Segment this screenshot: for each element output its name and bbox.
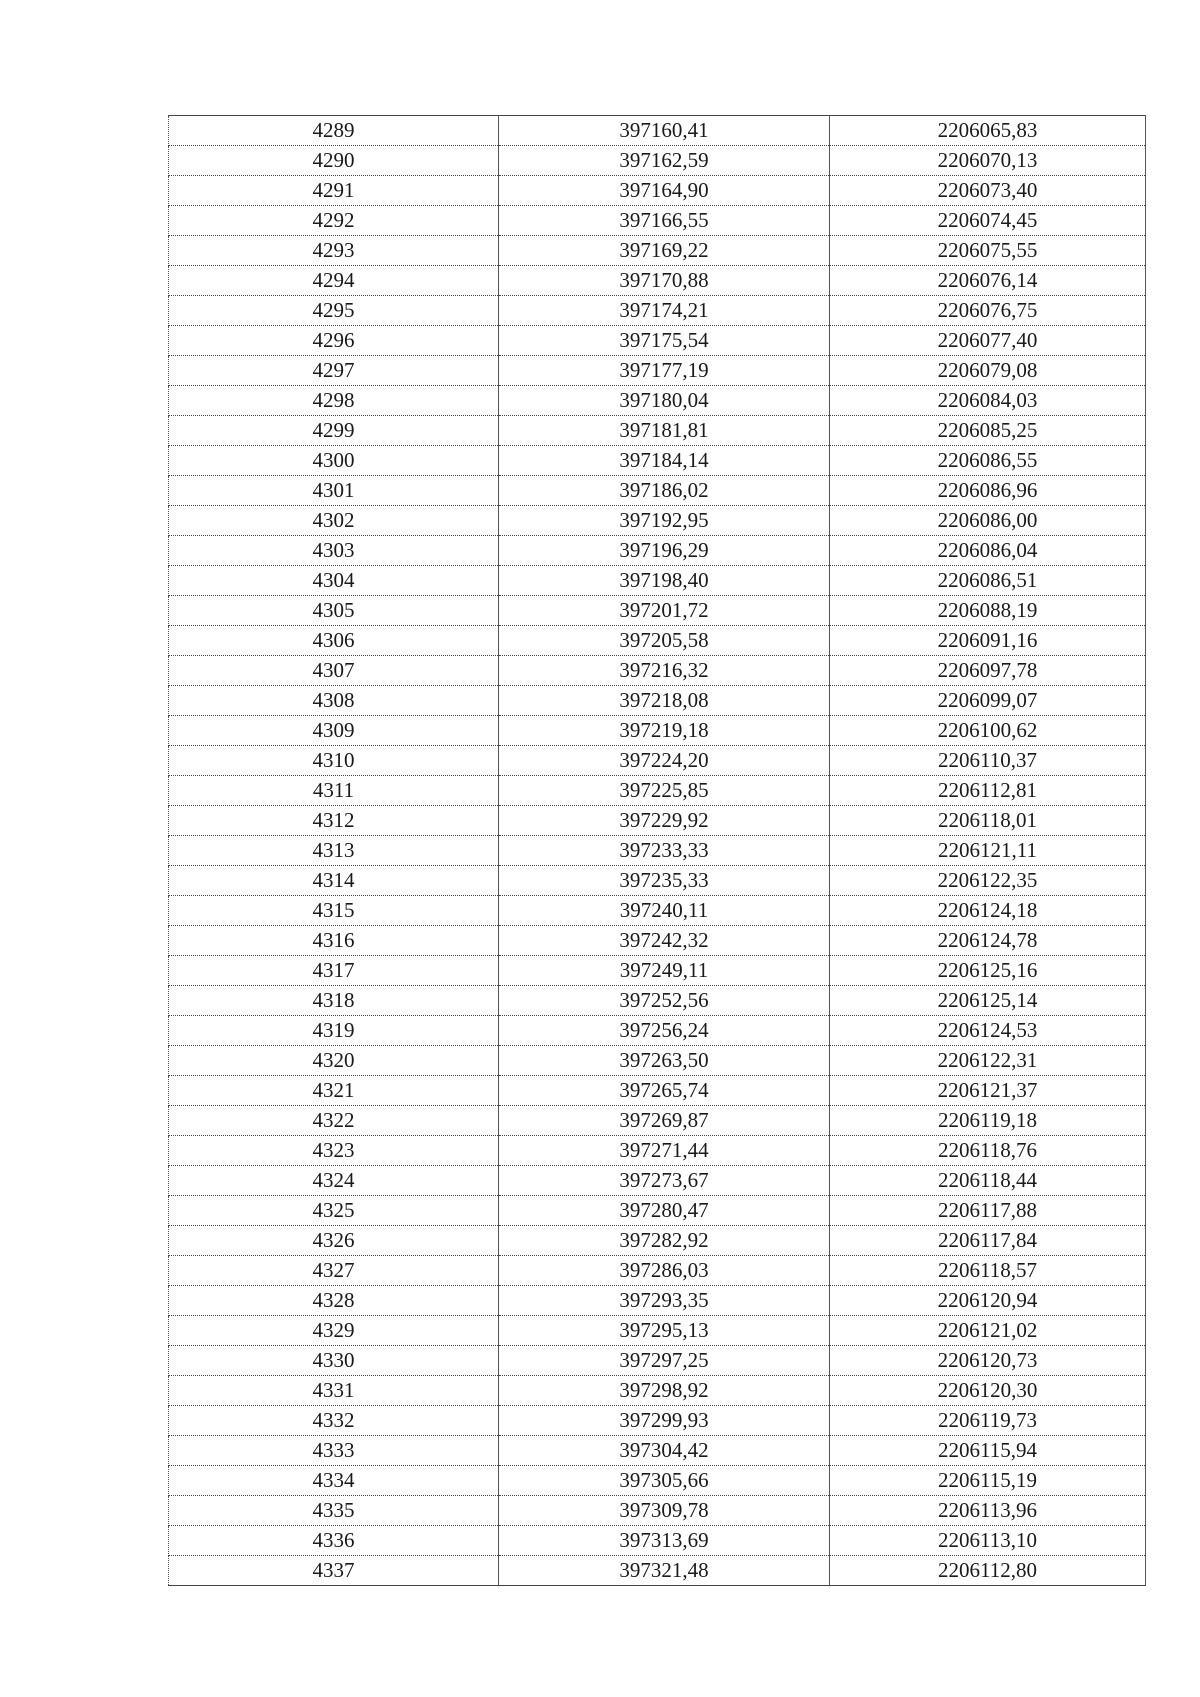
point-number-cell: 4289: [169, 116, 499, 146]
table-row: [169, 836, 1146, 866]
x-coordinate-cell: 397205,58: [499, 626, 830, 656]
table-row: [169, 1406, 1146, 1436]
x-coordinate-cell: 397166,55: [499, 206, 830, 236]
point-number-cell: 4324: [169, 1166, 499, 1196]
point-number-cell: 4299: [169, 416, 499, 446]
y-coordinate-cell: 2206079,08: [830, 356, 1146, 386]
x-coordinate-cell: 397305,66: [499, 1466, 830, 1496]
y-coordinate-cell: 2206091,16: [830, 626, 1146, 656]
x-coordinate-cell: 397273,67: [499, 1166, 830, 1196]
table-row: [169, 956, 1146, 986]
table-row: [169, 866, 1146, 896]
y-coordinate-cell: 2206113,10: [830, 1526, 1146, 1556]
y-coordinate-cell: 2206118,76: [830, 1136, 1146, 1166]
table-row: [169, 626, 1146, 656]
point-number-cell: 4320: [169, 1046, 499, 1076]
y-coordinate-cell: 2206117,88: [830, 1196, 1146, 1226]
x-coordinate-cell: 397216,32: [499, 656, 830, 686]
table-row: [169, 1496, 1146, 1526]
point-number-cell: 4312: [169, 806, 499, 836]
point-number-cell: 4303: [169, 536, 499, 566]
y-coordinate-cell: 2206085,25: [830, 416, 1146, 446]
point-number-cell: 4334: [169, 1466, 499, 1496]
y-coordinate-cell: 2206124,18: [830, 896, 1146, 926]
table-row: [169, 1526, 1146, 1556]
y-coordinate-cell: 2206099,07: [830, 686, 1146, 716]
coordinates-table: [168, 115, 1146, 1586]
point-number-cell: 4305: [169, 596, 499, 626]
y-coordinate-cell: 2206120,94: [830, 1286, 1146, 1316]
x-coordinate-cell: 397177,19: [499, 356, 830, 386]
table-row: [169, 386, 1146, 416]
x-coordinate-cell: 397263,50: [499, 1046, 830, 1076]
point-number-cell: 4293: [169, 236, 499, 266]
y-coordinate-cell: 2206112,81: [830, 776, 1146, 806]
y-coordinate-cell: 2206119,73: [830, 1406, 1146, 1436]
y-coordinate-cell: 2206124,53: [830, 1016, 1146, 1046]
point-number-cell: 4297: [169, 356, 499, 386]
point-number-cell: 4311: [169, 776, 499, 806]
x-coordinate-cell: 397184,14: [499, 446, 830, 476]
x-coordinate-cell: 397219,18: [499, 716, 830, 746]
point-number-cell: 4301: [169, 476, 499, 506]
table-row: [169, 296, 1146, 326]
x-coordinate-cell: 397304,42: [499, 1436, 830, 1466]
point-number-cell: 4336: [169, 1526, 499, 1556]
y-coordinate-cell: 2206086,04: [830, 536, 1146, 566]
x-coordinate-cell: 397218,08: [499, 686, 830, 716]
point-number-cell: 4318: [169, 986, 499, 1016]
point-number-cell: 4315: [169, 896, 499, 926]
x-coordinate-cell: 397280,47: [499, 1196, 830, 1226]
y-coordinate-cell: 2206118,44: [830, 1166, 1146, 1196]
table-row: [169, 1076, 1146, 1106]
table-row: [169, 656, 1146, 686]
table-row: [169, 506, 1146, 536]
table-row: [169, 536, 1146, 566]
x-coordinate-cell: 397169,22: [499, 236, 830, 266]
y-coordinate-cell: 2206119,18: [830, 1106, 1146, 1136]
point-number-cell: 4326: [169, 1226, 499, 1256]
table-row: [169, 566, 1146, 596]
y-coordinate-cell: 2206122,35: [830, 866, 1146, 896]
point-number-cell: 4316: [169, 926, 499, 956]
point-number-cell: 4292: [169, 206, 499, 236]
y-coordinate-cell: 2206110,37: [830, 746, 1146, 776]
x-coordinate-cell: 397265,74: [499, 1076, 830, 1106]
x-coordinate-cell: 397295,13: [499, 1316, 830, 1346]
table-row: [169, 326, 1146, 356]
point-number-cell: 4335: [169, 1496, 499, 1526]
x-coordinate-cell: 397229,92: [499, 806, 830, 836]
point-number-cell: 4290: [169, 146, 499, 176]
y-coordinate-cell: 2206115,94: [830, 1436, 1146, 1466]
point-number-cell: 4309: [169, 716, 499, 746]
x-coordinate-cell: 397249,11: [499, 956, 830, 986]
x-coordinate-cell: 397174,21: [499, 296, 830, 326]
y-coordinate-cell: 2206077,40: [830, 326, 1146, 356]
table-row: [169, 1016, 1146, 1046]
x-coordinate-cell: 397181,81: [499, 416, 830, 446]
point-number-cell: 4306: [169, 626, 499, 656]
x-coordinate-cell: 397242,32: [499, 926, 830, 956]
table-row: [169, 476, 1146, 506]
table-row: [169, 1346, 1146, 1376]
table-row: [169, 716, 1146, 746]
y-coordinate-cell: 2206074,45: [830, 206, 1146, 236]
y-coordinate-cell: 2206086,51: [830, 566, 1146, 596]
x-coordinate-cell: 397298,92: [499, 1376, 830, 1406]
point-number-cell: 4314: [169, 866, 499, 896]
x-coordinate-cell: 397196,29: [499, 536, 830, 566]
y-coordinate-cell: 2206065,83: [830, 116, 1146, 146]
table-row: [169, 1166, 1146, 1196]
y-coordinate-cell: 2206115,19: [830, 1466, 1146, 1496]
y-coordinate-cell: 2206100,62: [830, 716, 1146, 746]
table-row: [169, 146, 1146, 176]
table-row: [169, 1226, 1146, 1256]
x-coordinate-cell: 397321,48: [499, 1556, 830, 1586]
point-number-cell: 4300: [169, 446, 499, 476]
point-number-cell: 4321: [169, 1076, 499, 1106]
x-coordinate-cell: 397225,85: [499, 776, 830, 806]
y-coordinate-cell: 2206124,78: [830, 926, 1146, 956]
x-coordinate-cell: 397162,59: [499, 146, 830, 176]
y-coordinate-cell: 2206120,73: [830, 1346, 1146, 1376]
table-row: [169, 1376, 1146, 1406]
table-row: [169, 116, 1146, 146]
point-number-cell: 4337: [169, 1556, 499, 1586]
point-number-cell: 4325: [169, 1196, 499, 1226]
table-row: [169, 776, 1146, 806]
y-coordinate-cell: 2206113,96: [830, 1496, 1146, 1526]
table-row: [169, 1106, 1146, 1136]
point-number-cell: 4328: [169, 1286, 499, 1316]
table-row: [169, 1136, 1146, 1166]
y-coordinate-cell: 2206070,13: [830, 146, 1146, 176]
x-coordinate-cell: 397201,72: [499, 596, 830, 626]
coordinates-table-body: [169, 116, 1146, 1586]
table-row: [169, 1286, 1146, 1316]
table-row: [169, 1046, 1146, 1076]
x-coordinate-cell: 397175,54: [499, 326, 830, 356]
table-row: [169, 1316, 1146, 1346]
y-coordinate-cell: 2206125,14: [830, 986, 1146, 1016]
y-coordinate-cell: 2206120,30: [830, 1376, 1146, 1406]
x-coordinate-cell: 397271,44: [499, 1136, 830, 1166]
y-coordinate-cell: 2206121,02: [830, 1316, 1146, 1346]
x-coordinate-cell: 397192,95: [499, 506, 830, 536]
y-coordinate-cell: 2206117,84: [830, 1226, 1146, 1256]
y-coordinate-cell: 2206122,31: [830, 1046, 1146, 1076]
x-coordinate-cell: 397164,90: [499, 176, 830, 206]
x-coordinate-cell: 397256,24: [499, 1016, 830, 1046]
table-row: [169, 176, 1146, 206]
x-coordinate-cell: 397160,41: [499, 116, 830, 146]
table-row: [169, 986, 1146, 1016]
y-coordinate-cell: 2206075,55: [830, 236, 1146, 266]
table-row: [169, 266, 1146, 296]
x-coordinate-cell: 397233,33: [499, 836, 830, 866]
table-row: [169, 1556, 1146, 1586]
y-coordinate-cell: 2206076,14: [830, 266, 1146, 296]
point-number-cell: 4308: [169, 686, 499, 716]
table-row: [169, 746, 1146, 776]
table-row: [169, 1436, 1146, 1466]
point-number-cell: 4295: [169, 296, 499, 326]
point-number-cell: 4319: [169, 1016, 499, 1046]
y-coordinate-cell: 2206121,11: [830, 836, 1146, 866]
x-coordinate-cell: 397269,87: [499, 1106, 830, 1136]
table-row: [169, 1196, 1146, 1226]
table-row: [169, 926, 1146, 956]
y-coordinate-cell: 2206118,01: [830, 806, 1146, 836]
y-coordinate-cell: 2206086,00: [830, 506, 1146, 536]
x-coordinate-cell: 397297,25: [499, 1346, 830, 1376]
y-coordinate-cell: 2206076,75: [830, 296, 1146, 326]
table-row: [169, 896, 1146, 926]
table-row: [169, 416, 1146, 446]
point-number-cell: 4327: [169, 1256, 499, 1286]
table-row: [169, 596, 1146, 626]
y-coordinate-cell: 2206118,57: [830, 1256, 1146, 1286]
x-coordinate-cell: 397286,03: [499, 1256, 830, 1286]
x-coordinate-cell: 397313,69: [499, 1526, 830, 1556]
point-number-cell: 4323: [169, 1136, 499, 1166]
point-number-cell: 4322: [169, 1106, 499, 1136]
x-coordinate-cell: 397235,33: [499, 866, 830, 896]
x-coordinate-cell: 397240,11: [499, 896, 830, 926]
y-coordinate-cell: 2206097,78: [830, 656, 1146, 686]
y-coordinate-cell: 2206086,55: [830, 446, 1146, 476]
point-number-cell: 4298: [169, 386, 499, 416]
table-row: [169, 1466, 1146, 1496]
point-number-cell: 4307: [169, 656, 499, 686]
table-row: [169, 356, 1146, 386]
table-row: [169, 1256, 1146, 1286]
point-number-cell: 4294: [169, 266, 499, 296]
x-coordinate-cell: 397224,20: [499, 746, 830, 776]
x-coordinate-cell: 397170,88: [499, 266, 830, 296]
x-coordinate-cell: 397198,40: [499, 566, 830, 596]
point-number-cell: 4310: [169, 746, 499, 776]
table-row: [169, 686, 1146, 716]
x-coordinate-cell: 397282,92: [499, 1226, 830, 1256]
point-number-cell: 4330: [169, 1346, 499, 1376]
point-number-cell: 4317: [169, 956, 499, 986]
table-row: [169, 236, 1146, 266]
point-number-cell: 4302: [169, 506, 499, 536]
point-number-cell: 4331: [169, 1376, 499, 1406]
point-number-cell: 4333: [169, 1436, 499, 1466]
y-coordinate-cell: 2206073,40: [830, 176, 1146, 206]
x-coordinate-cell: 397293,35: [499, 1286, 830, 1316]
x-coordinate-cell: 397180,04: [499, 386, 830, 416]
point-number-cell: 4296: [169, 326, 499, 356]
y-coordinate-cell: 2206112,80: [830, 1556, 1146, 1586]
x-coordinate-cell: 397309,78: [499, 1496, 830, 1526]
table-row: [169, 206, 1146, 236]
y-coordinate-cell: 2206121,37: [830, 1076, 1146, 1106]
x-coordinate-cell: 397186,02: [499, 476, 830, 506]
x-coordinate-cell: 397299,93: [499, 1406, 830, 1436]
table-row: [169, 446, 1146, 476]
point-number-cell: 4329: [169, 1316, 499, 1346]
y-coordinate-cell: 2206086,96: [830, 476, 1146, 506]
table-row: [169, 806, 1146, 836]
x-coordinate-cell: 397252,56: [499, 986, 830, 1016]
point-number-cell: 4313: [169, 836, 499, 866]
y-coordinate-cell: 2206084,03: [830, 386, 1146, 416]
point-number-cell: 4332: [169, 1406, 499, 1436]
y-coordinate-cell: 2206125,16: [830, 956, 1146, 986]
point-number-cell: 4304: [169, 566, 499, 596]
point-number-cell: 4291: [169, 176, 499, 206]
y-coordinate-cell: 2206088,19: [830, 596, 1146, 626]
